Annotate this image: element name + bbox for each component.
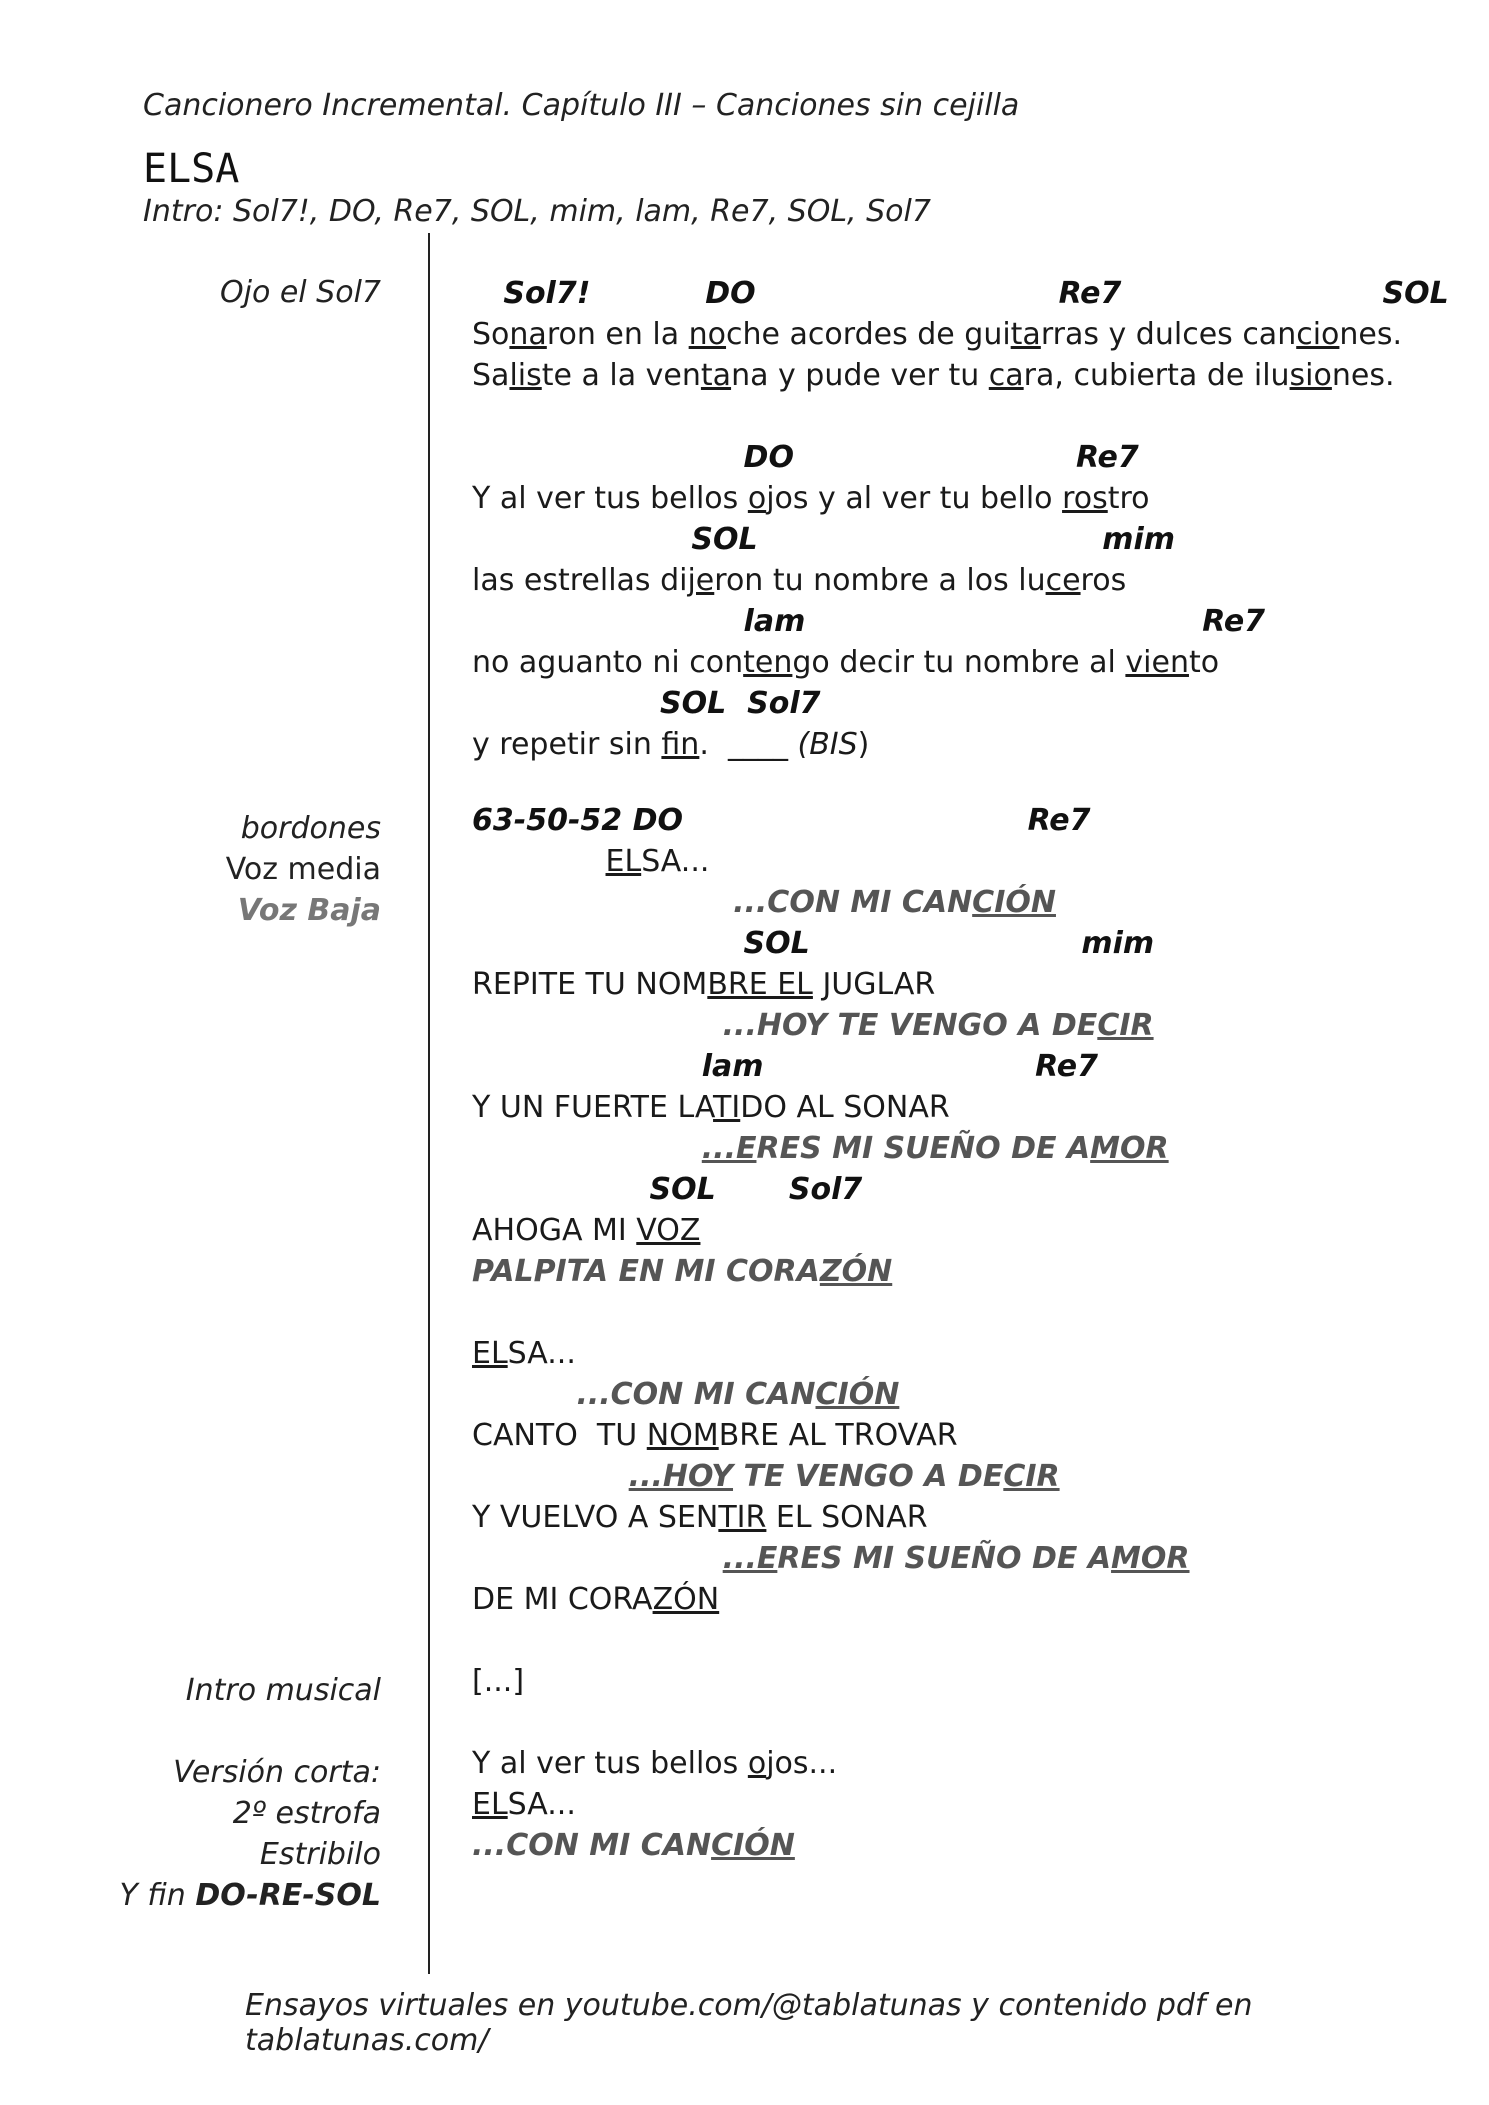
underlined-syllable: ce [1045, 563, 1081, 598]
chord-line: DO Re7 [472, 440, 1139, 475]
bass-voice-line [472, 1251, 892, 1292]
text-segment: ) [857, 727, 870, 762]
text-segment: Y UN FUERTE LA [472, 1090, 714, 1125]
chord-line: Sol7! DO Re7 SOL [472, 276, 1449, 311]
text-segment [472, 844, 606, 879]
margin-intro-musical: Intro musical [185, 1673, 381, 1708]
bass-voice-line [472, 1456, 1060, 1497]
underlined-syllable: NOM [646, 1418, 719, 1453]
margin-second-verse: 2º estrofa [232, 1796, 381, 1831]
lyric-line [472, 355, 1395, 396]
chord-line: 63-50-52 DO Re7 [472, 803, 1091, 838]
underlined-syllable: na [509, 317, 547, 352]
underlined-syllable: VOZ [636, 1213, 701, 1248]
underlined-syllable: MOR [1090, 1131, 1169, 1166]
text-segment: tro [1107, 481, 1150, 516]
margin-voices [226, 808, 381, 931]
margin-end [120, 1875, 381, 1916]
text-segment: Y VUELVO A SEN [472, 1500, 719, 1535]
lyric-line [472, 1415, 958, 1456]
text-segment: ra, cubierta de ilu [1023, 358, 1290, 393]
underlined-syllable: TIR [718, 1500, 767, 1535]
underlined-syllable: ZÓN [652, 1582, 720, 1617]
margin-divider [428, 233, 430, 1974]
lyric-line [472, 841, 709, 882]
lyric-line [472, 1087, 950, 1128]
underlined-syllable: TI [713, 1090, 741, 1125]
text-segment: ____ [727, 727, 788, 762]
underlined-syllable: ten [743, 645, 793, 680]
text-segment: no aguanto ni con [472, 645, 744, 680]
song-title: ELSA [143, 146, 240, 192]
text-segment: DE MI CORA [472, 1582, 653, 1617]
margin-note-sol7: Ojo el Sol7 [220, 275, 381, 310]
text-segment: (BIS [797, 727, 858, 762]
underlined-syllable: CIÓN [972, 885, 1056, 920]
underlined-syllable: ...E [722, 1541, 778, 1576]
underlined-syllable: CIÓN [711, 1828, 795, 1863]
underlined-syllable: o [747, 1746, 767, 1781]
lyric-line [472, 1497, 928, 1538]
margin-short-version [120, 1752, 381, 1916]
bass-voice-line [472, 1005, 1154, 1046]
text-segment: RES MI SUEÑO DE A [756, 1131, 1091, 1166]
chord-line: lam Re7 [472, 604, 1266, 639]
lyric-line [472, 1743, 837, 1784]
underlined-syllable: lis [509, 358, 542, 393]
lyric-line [472, 1784, 576, 1825]
bass-voice-line [472, 1538, 1190, 1579]
lyric-line [472, 1579, 719, 1620]
text-segment: SA... [507, 1336, 576, 1371]
underlined-syllable: ...HOY [628, 1459, 734, 1494]
margin-version-corta: Versión corta: [173, 1755, 381, 1790]
underlined-syllable: EL [605, 844, 642, 879]
lyric-line [472, 560, 1126, 601]
margin-voz-baja: Voz Baja [237, 893, 381, 928]
bass-voice-line [472, 882, 1056, 923]
underlined-syllable: EL [472, 1336, 508, 1371]
text-segment: nes. [1331, 358, 1395, 393]
underlined-syllable: o [747, 481, 767, 516]
margin-end-prefix: Y fin [119, 1878, 196, 1913]
text-segment: nes. [1339, 317, 1403, 352]
text-segment [472, 1131, 702, 1166]
lyric-line [472, 642, 1219, 683]
text-segment: y repetir sin [472, 727, 662, 762]
underlined-syllable: CIR [1003, 1459, 1060, 1494]
lyric-line [472, 964, 935, 1005]
text-segment: REPITE TU NOM [472, 967, 708, 1002]
chord-line: SOL mim [472, 926, 1155, 961]
chapter-header: Cancionero Incremental. Capítulo III – Canciones sin cejilla [143, 88, 1020, 123]
underlined-syllable: ca [988, 358, 1024, 393]
margin-bordones: bordones [240, 811, 381, 846]
text-segment: SA... [641, 844, 710, 879]
underlined-syllable: EL [472, 1787, 508, 1822]
text-segment: BRE AL TROVAR [718, 1418, 958, 1453]
text-segment: ...HOY TE VENGO A DE [472, 1008, 1098, 1043]
text-segment: ...CON MI CAN [472, 1377, 816, 1412]
bass-voice-line [472, 1128, 1169, 1169]
chord-line: SOL Sol7 [472, 1172, 863, 1207]
underlined-syllable: CIÓN [815, 1377, 900, 1412]
text-segment: Sa [472, 358, 510, 393]
margin-end-chords: DO-RE-SOL [195, 1878, 381, 1913]
underlined-syllable: no [688, 317, 727, 352]
text-segment: jos y al ver tu bello [766, 481, 1063, 516]
text-segment: na y pude ver tu [731, 358, 989, 393]
text-segment: ...CON MI CAN [472, 1828, 712, 1863]
text-segment: ron tu nombre a los lu [714, 563, 1046, 598]
lyric-line [472, 1210, 700, 1251]
text-segment: PALPITA EN MI CORA [472, 1254, 820, 1289]
intro-musical-ellipsis: [...] [472, 1664, 525, 1699]
lyric-line [472, 314, 1402, 355]
text-segment: RES MI SUEÑO DE A [777, 1541, 1112, 1576]
text-segment: TE VENGO A DE [733, 1459, 1004, 1494]
footer-note: Ensayos virtuales en youtube.com/@tablatunas y contenido pdf en tablatunas.com/ [245, 1988, 1253, 2058]
text-segment: DO AL SONAR [740, 1090, 950, 1125]
text-segment: go decir tu nombre al [792, 645, 1126, 680]
bass-voice-line [472, 1825, 795, 1866]
text-segment: EL SONAR [766, 1500, 928, 1535]
text-segment: ron en la [546, 317, 689, 352]
text-segment: che acordes de gui [726, 317, 1011, 352]
text-segment: ros [1080, 563, 1127, 598]
underlined-syllable: CIR [1097, 1008, 1154, 1043]
intro-chords: Intro: Sol7!, DO, Re7, SOL, mim, lam, Re7, SOL, Sol7 [143, 194, 931, 229]
text-segment: rras y dulces can [1040, 317, 1297, 352]
text-segment: jos... [766, 1746, 838, 1781]
underlined-syllable: cio [1296, 317, 1340, 352]
chord-line: lam Re7 [472, 1049, 1098, 1084]
underlined-syllable: ...E [701, 1131, 757, 1166]
underlined-syllable: MOR [1111, 1541, 1190, 1576]
chord-line: SOL Sol7 [472, 686, 821, 721]
bass-voice-line [472, 1374, 899, 1415]
underlined-syllable: BRE EL [707, 967, 813, 1002]
text-segment [472, 1459, 629, 1494]
text-segment: te a la ven [541, 358, 701, 393]
text-segment: Y al ver tus bellos [472, 1746, 748, 1781]
margin-chorus: Estribilo [259, 1837, 381, 1872]
underlined-syllable: ta [700, 358, 732, 393]
underlined-syllable: fin [661, 727, 700, 762]
lyric-line [472, 724, 869, 765]
chord-line: SOL mim [472, 522, 1176, 557]
text-segment: AHOGA MI [472, 1213, 637, 1248]
text-segment: CANTO TU [472, 1418, 647, 1453]
text-segment: JUGLAR [812, 967, 936, 1002]
text-segment: Y al ver tus bellos [472, 481, 748, 516]
underlined-syllable: vien [1125, 645, 1189, 680]
text-segment: SA... [507, 1787, 576, 1822]
underlined-syllable: ros [1062, 481, 1108, 516]
underlined-syllable: je [687, 563, 715, 598]
text-segment: to [1188, 645, 1220, 680]
lyric-line [472, 478, 1150, 519]
underlined-syllable: ZÓN [819, 1254, 893, 1289]
text-segment: ...CON MI CAN [472, 885, 973, 920]
text-segment: las estrellas di [472, 563, 688, 598]
text-segment: So [472, 317, 510, 352]
text-segment: . [699, 727, 728, 762]
lyric-line [472, 1333, 576, 1374]
underlined-syllable: sio [1289, 358, 1332, 393]
text-segment [472, 1541, 723, 1576]
underlined-syllable: ta [1010, 317, 1041, 352]
margin-voz-media: Voz media [225, 852, 381, 887]
